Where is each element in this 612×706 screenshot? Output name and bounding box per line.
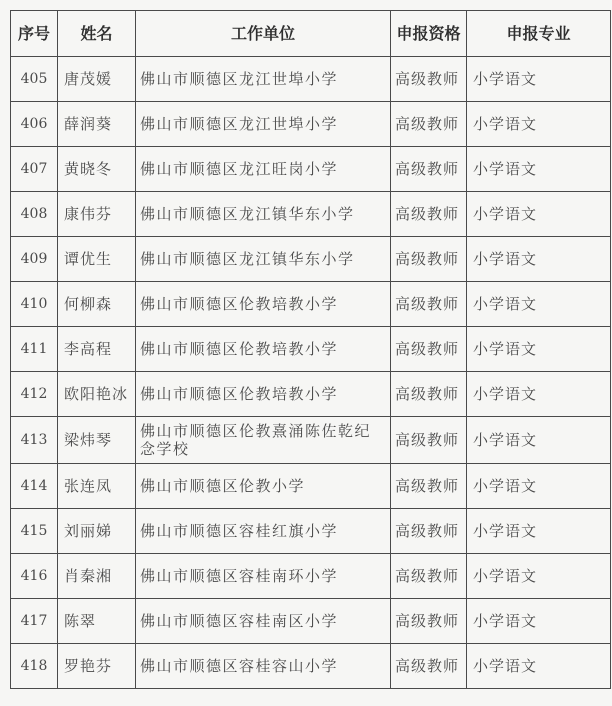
row-seq: 407 [11,147,58,192]
row-major: 小学语文 [467,192,611,237]
row-name: 何柳森 [58,282,136,327]
row-major: 小学语文 [467,282,611,327]
row-name: 谭优生 [58,237,136,282]
row-unit: 佛山市顺德区容桂红旗小学 [136,509,391,554]
row-name: 张连凤 [58,464,136,509]
row-unit: 佛山市顺德区伦教培教小学 [136,327,391,372]
row-name: 刘丽娣 [58,509,136,554]
row-qualification: 高级教师 [391,372,467,417]
row-qualification: 高级教师 [391,417,467,464]
row-unit: 佛山市顺德区龙江镇华东小学 [136,237,391,282]
row-qualification: 高级教师 [391,237,467,282]
row-seq: 415 [11,509,58,554]
row-unit: 佛山市顺德区容桂南区小学 [136,599,391,644]
row-qualification: 高级教师 [391,464,467,509]
row-seq: 409 [11,237,58,282]
row-qualification: 高级教师 [391,57,467,102]
header-major: 申报专业 [467,11,611,57]
row-seq: 418 [11,644,58,689]
row-unit: 佛山市顺德区容桂南环小学 [136,554,391,599]
row-name: 薛润葵 [58,102,136,147]
table-row [11,599,611,644]
row-unit: 佛山市顺德区容桂容山小学 [136,644,391,689]
row-unit: 佛山市顺德区伦教熹涌陈佐乾纪念学校 [136,417,391,464]
table-row [11,644,611,689]
row-qualification: 高级教师 [391,599,467,644]
table-row [11,464,611,509]
row-seq: 416 [11,554,58,599]
row-major: 小学语文 [467,57,611,102]
row-unit: 佛山市顺德区龙江世埠小学 [136,102,391,147]
header-name: 姓名 [58,11,136,57]
row-major: 小学语文 [467,509,611,554]
row-qualification: 高级教师 [391,282,467,327]
row-name: 肖秦湘 [58,554,136,599]
table-row [11,372,611,417]
row-seq: 406 [11,102,58,147]
row-major: 小学语文 [467,102,611,147]
row-name: 罗艳芬 [58,644,136,689]
row-name: 李高程 [58,327,136,372]
row-qualification: 高级教师 [391,192,467,237]
table-body [11,57,611,689]
row-name: 唐茂媛 [58,57,136,102]
row-major: 小学语文 [467,327,611,372]
row-seq: 405 [11,57,58,102]
row-seq: 413 [11,417,58,464]
row-seq: 412 [11,372,58,417]
row-unit: 佛山市顺德区伦教小学 [136,464,391,509]
header-row [11,11,611,57]
row-unit: 佛山市顺德区伦教培教小学 [136,372,391,417]
row-unit: 佛山市顺德区龙江镇华东小学 [136,192,391,237]
table-row [11,327,611,372]
table-row [11,147,611,192]
row-major: 小学语文 [467,464,611,509]
header-unit: 工作单位 [136,11,391,57]
row-qualification: 高级教师 [391,147,467,192]
row-qualification: 高级教师 [391,102,467,147]
row-seq: 414 [11,464,58,509]
row-seq: 410 [11,282,58,327]
row-major: 小学语文 [467,147,611,192]
row-major: 小学语文 [467,372,611,417]
table-row [11,237,611,282]
row-seq: 408 [11,192,58,237]
table-row [11,102,611,147]
table-header [11,11,611,57]
header-seq: 序号 [11,11,58,57]
row-name: 康伟芬 [58,192,136,237]
row-name: 梁炜琴 [58,417,136,464]
header-qualification: 申报资格 [391,11,467,57]
row-unit: 佛山市顺德区龙江旺岗小学 [136,147,391,192]
row-qualification: 高级教师 [391,509,467,554]
row-major: 小学语文 [467,599,611,644]
row-name: 黄晓冬 [58,147,136,192]
row-major: 小学语文 [467,417,611,464]
row-name: 陈翠 [58,599,136,644]
row-major: 小学语文 [467,237,611,282]
row-seq: 411 [11,327,58,372]
table-row [11,282,611,327]
row-seq: 417 [11,599,58,644]
row-unit: 佛山市顺德区伦教培教小学 [136,282,391,327]
table-row [11,509,611,554]
row-qualification: 高级教师 [391,554,467,599]
table-row [11,57,611,102]
row-name: 欧阳艳冰 [58,372,136,417]
teacher-list-table [10,10,611,689]
row-major: 小学语文 [467,554,611,599]
row-qualification: 高级教师 [391,327,467,372]
table-row [11,417,611,464]
table-row [11,554,611,599]
row-major: 小学语文 [467,644,611,689]
row-qualification: 高级教师 [391,644,467,689]
row-unit: 佛山市顺德区龙江世埠小学 [136,57,391,102]
table-row [11,192,611,237]
